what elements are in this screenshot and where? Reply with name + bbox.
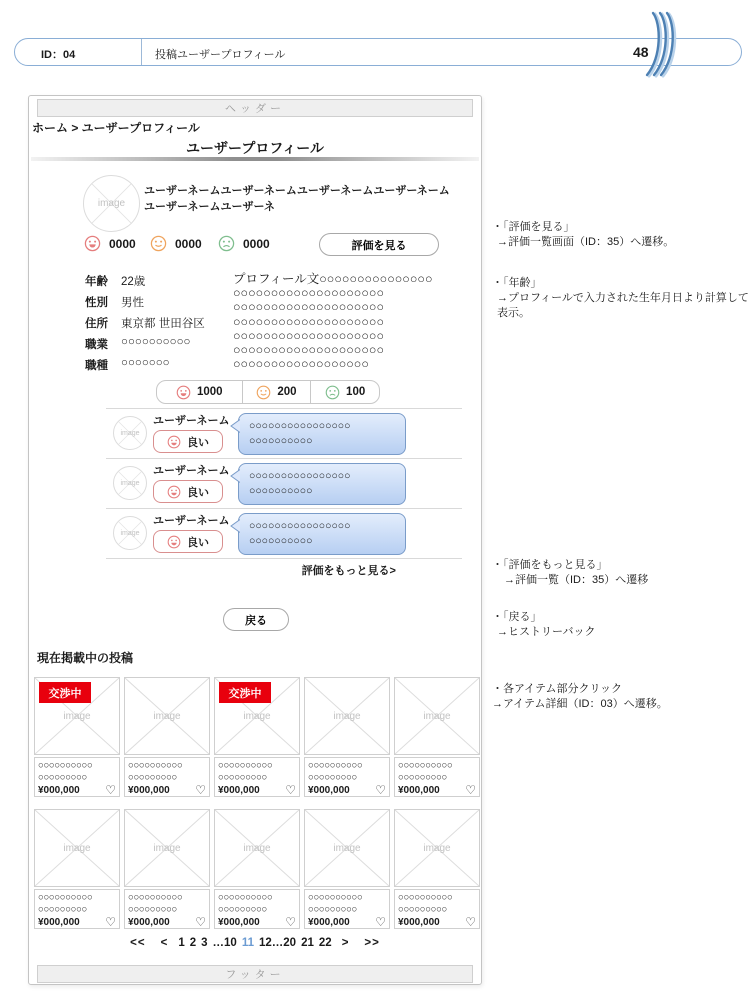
happy-face-icon <box>176 385 191 400</box>
item-description: ○○○○○○○○○○ ○○○○○○○○○ ¥000,000 ♡ <box>394 757 480 797</box>
bubble-tail-icon <box>230 419 240 433</box>
reviewer-image-placeholder: image <box>113 466 147 500</box>
reviewer-username: ユーザーネーム <box>153 465 230 477</box>
pagination-page[interactable]: 21 <box>301 937 314 949</box>
negotiating-badge: 交渉中 <box>219 682 271 703</box>
rating-counts-bar <box>156 380 380 404</box>
happy-face-icon <box>167 435 181 449</box>
review-separator <box>106 408 462 409</box>
item-image-placeholder: image <box>394 677 480 755</box>
field-address: 住所 東京都 世田谷区 <box>85 318 205 330</box>
item-description: ○○○○○○○○○○ ○○○○○○○○○ ¥000,000 ♡ <box>394 889 480 929</box>
happy-face-icon <box>167 535 181 549</box>
item-image-placeholder: 交渉中 image <box>34 677 120 755</box>
profile-image-placeholder <box>83 175 140 232</box>
post-card[interactable] <box>394 809 480 929</box>
item-image-placeholder: image <box>304 809 390 887</box>
item-description: ○○○○○○○○○○ ○○○○○○○○○ ¥000,000 ♡ <box>214 889 300 929</box>
review-rating-badge: 良い <box>153 430 223 453</box>
pagination-page[interactable]: 22 <box>318 937 332 949</box>
pagination-page[interactable]: …10 <box>212 937 237 949</box>
wireframe-panel <box>28 95 482 985</box>
pagination-next[interactable]: > <box>341 937 350 949</box>
item-price: ¥000,000 <box>398 784 440 796</box>
item-price: ¥000,000 <box>308 916 350 928</box>
post-card[interactable] <box>214 809 300 929</box>
review-separator <box>106 558 462 559</box>
field-age: 年齢 22歳 <box>85 276 146 288</box>
rating-summary-bad: 0000 <box>218 235 270 252</box>
heart-icon[interactable]: ♡ <box>465 915 476 929</box>
post-card[interactable] <box>34 809 120 929</box>
pagination-first[interactable]: << <box>130 937 146 949</box>
image-label: image <box>97 198 126 209</box>
footer-placeholder: フッター <box>37 965 473 983</box>
heart-icon[interactable]: ♡ <box>105 915 116 929</box>
rating-summary-good: 0000 <box>84 235 136 252</box>
heart-icon[interactable]: ♡ <box>195 915 206 929</box>
pagination-last[interactable]: >> <box>364 937 380 949</box>
heart-icon[interactable]: ♡ <box>375 915 386 929</box>
heart-icon[interactable]: ♡ <box>465 783 476 797</box>
item-price: ¥000,000 <box>308 784 350 796</box>
post-card[interactable] <box>304 677 390 797</box>
rating-count-bad: 100 <box>310 381 379 403</box>
rating-summary-normal: 0000 <box>150 235 202 252</box>
neutral-face-icon <box>256 385 271 400</box>
rating-count-good: 1000 <box>157 381 242 403</box>
review-comment-bubble: ○○○○○○○○○○○○○○○○ ○○○○○○○○○○ <box>238 513 406 555</box>
item-image-placeholder: 交渉中 image <box>214 677 300 755</box>
screen-id-label: ID：04 <box>41 49 76 61</box>
view-ratings-button[interactable]: 評価を見る <box>319 233 439 256</box>
item-image-placeholder: image <box>304 677 390 755</box>
field-job-type: 職種 ○○○○○○○ <box>85 357 170 372</box>
annotation-more-ratings: ・「評価をもっと見る」 →評価一覧（ID：35）へ遷移 <box>492 559 649 586</box>
bubble-tail-icon <box>230 469 240 483</box>
happy-face-icon <box>84 235 101 252</box>
pagination-prev[interactable]: < <box>160 937 169 949</box>
pagination-page[interactable]: 3 <box>201 937 208 949</box>
topbar-divider <box>141 39 142 65</box>
review-rating-badge: 良い <box>153 480 223 503</box>
item-description: ○○○○○○○○○○ ○○○○○○○○○ ¥000,000 ♡ <box>214 757 300 797</box>
back-button[interactable]: 戻る <box>223 608 289 631</box>
post-card[interactable] <box>304 809 390 929</box>
review-separator <box>106 458 462 459</box>
header-placeholder: ヘッダー <box>37 99 473 117</box>
item-price: ¥000,000 <box>128 916 170 928</box>
sad-face-icon <box>325 385 340 400</box>
pagination-page[interactable]: 12…20 <box>259 937 297 949</box>
reviewer-image-placeholder: image <box>113 516 147 550</box>
item-price: ¥000,000 <box>38 784 80 796</box>
field-gender: 性別 男性 <box>85 297 144 309</box>
review-comment-bubble: ○○○○○○○○○○○○○○○○ ○○○○○○○○○○ <box>238 413 406 455</box>
item-description: ○○○○○○○○○○ ○○○○○○○○○ ¥000,000 ♡ <box>34 889 120 929</box>
negotiating-badge: 交渉中 <box>39 682 91 703</box>
bubble-tail-icon <box>230 519 240 533</box>
heart-icon[interactable]: ♡ <box>105 783 116 797</box>
post-card[interactable] <box>34 677 120 797</box>
review-comment-bubble: ○○○○○○○○○○○○○○○○ ○○○○○○○○○○ <box>238 463 406 505</box>
reviewer-username: ユーザーネーム <box>153 515 230 527</box>
item-description: ○○○○○○○○○○ ○○○○○○○○○ ¥000,000 ♡ <box>124 757 210 797</box>
pagination-current-page: 11 <box>241 937 254 949</box>
item-price: ¥000,000 <box>38 916 80 928</box>
item-image-placeholder: image <box>394 809 480 887</box>
item-description: ○○○○○○○○○○ ○○○○○○○○○ ¥000,000 ♡ <box>34 757 120 797</box>
annotation-age: ・「年齢」 →プロフィールで入力された生年月日より計算して表示。 <box>492 277 749 319</box>
heart-icon[interactable]: ♡ <box>195 783 206 797</box>
annotation-view-ratings: ・「評価を見る」 →評価一覧画面（ID：35）へ遷移。 <box>492 221 675 248</box>
annotation-item-click: ・各アイテム部分クリック →アイテム詳細（ID：03）へ遷移。 <box>492 683 668 710</box>
item-image-placeholder: image <box>124 677 210 755</box>
binder-rings-icon <box>640 10 686 82</box>
profile-bio-text: プロフィール文○○○○○○○○○○○○○○○ ○○○○○○○○○○○○○○○○○○○○ ○○○○○○○○○○○○○○○○○○○○ ○○○○○○○○○○○○○○○○○○○○ ○○○○○○○○○○○○○○○○○○○○ ○○○○○○○○○○○○○○○○○○○○ ○○○○○○○○○○○○○○○○○○ <box>233 272 433 372</box>
item-price: ¥000,000 <box>218 784 260 796</box>
more-ratings-link[interactable]: 評価をもっと見る> <box>301 565 396 577</box>
item-price: ¥000,000 <box>398 916 440 928</box>
title-divider <box>31 157 479 161</box>
spec-id-bar <box>14 38 742 66</box>
page-number: 48 <box>633 44 649 60</box>
pagination <box>29 937 481 949</box>
profile-username: ユーザーネームユーザーネームユーザーネームユーザーネーム ユーザーネームユーザーネ <box>144 185 450 213</box>
neutral-face-icon <box>150 235 167 252</box>
heart-icon[interactable]: ♡ <box>285 915 296 929</box>
item-image-placeholder: image <box>34 809 120 887</box>
post-card[interactable] <box>394 677 480 797</box>
review-separator <box>106 508 462 509</box>
field-occupation: 職業 ○○○○○○○○○○ <box>85 336 191 351</box>
annotation-back: ・「戻る」 →ヒストリーバック <box>492 611 596 638</box>
item-price: ¥000,000 <box>128 784 170 796</box>
sad-face-icon <box>218 235 235 252</box>
reviewer-image-placeholder: image <box>113 416 147 450</box>
post-card[interactable] <box>214 677 300 797</box>
review-rating-badge: 良い <box>153 530 223 553</box>
breadcrumb[interactable]: ホーム > ユーザープロフィール <box>32 121 200 135</box>
screen-title-label: 投稿ユーザープロフィール <box>155 49 286 61</box>
post-card[interactable] <box>124 677 210 797</box>
heart-icon[interactable]: ♡ <box>285 783 296 797</box>
pagination-page[interactable]: 2 <box>189 937 197 949</box>
item-description: ○○○○○○○○○○ ○○○○○○○○○ ¥000,000 ♡ <box>124 889 210 929</box>
profile-fields <box>85 273 205 378</box>
posts-section-title: 現在掲載中の投稿 <box>37 651 134 665</box>
rating-count-normal: 200 <box>242 381 311 403</box>
happy-face-icon <box>167 485 181 499</box>
item-price: ¥000,000 <box>218 916 260 928</box>
pagination-page[interactable]: 1 <box>178 937 185 949</box>
item-description: ○○○○○○○○○○ ○○○○○○○○○ ¥000,000 ♡ <box>304 889 390 929</box>
heart-icon[interactable]: ♡ <box>375 783 386 797</box>
item-image-placeholder: image <box>214 809 300 887</box>
reviewer-username: ユーザーネーム <box>153 415 230 427</box>
post-card[interactable] <box>124 809 210 929</box>
item-description: ○○○○○○○○○○ ○○○○○○○○○ ¥000,000 ♡ <box>304 757 390 797</box>
item-image-placeholder: image <box>124 809 210 887</box>
page-title: ユーザープロフィール <box>186 140 324 156</box>
